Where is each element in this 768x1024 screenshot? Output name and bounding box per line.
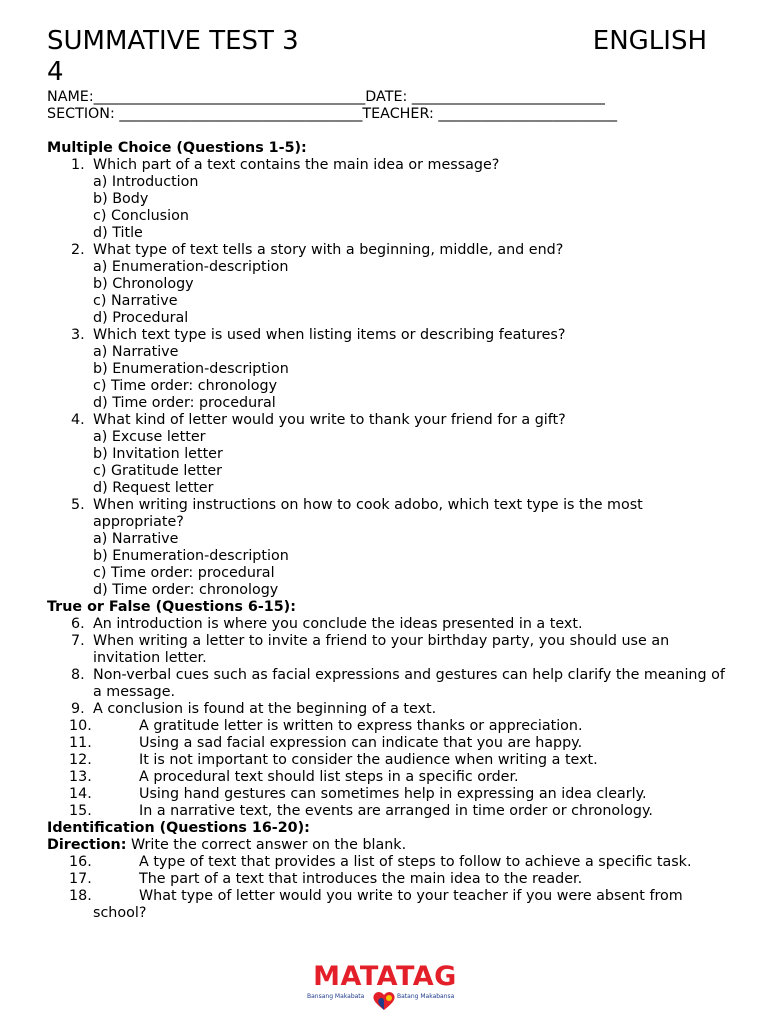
question-number-text: 4. <box>71 412 85 428</box>
test-content <box>47 140 727 922</box>
question-item <box>47 242 727 259</box>
statement-text: In a narrative text, the events are arranged in time order or chronology. <box>139 803 653 819</box>
true-false-list <box>47 616 727 820</box>
statement-item <box>47 803 727 820</box>
answer-option: a) Excuse letter <box>93 429 206 445</box>
statement-number <box>47 616 93 633</box>
statement-item <box>47 616 727 633</box>
heart-hands-icon <box>371 989 397 1011</box>
question-number <box>47 497 93 531</box>
statement-number-text: 7. <box>71 633 85 649</box>
question-number <box>47 412 93 429</box>
answer-option: c) Narrative <box>93 293 178 309</box>
statement-number: 14. <box>69 786 92 802</box>
statement-number: 13. <box>69 769 92 785</box>
question-text: Which part of a text contains the main idea or message? <box>93 157 500 173</box>
answer-option: b) Enumeration-description <box>93 548 289 564</box>
identification-number: 16. <box>69 854 92 870</box>
statement-text: A gratitude letter is written to express thanks or appreciation. <box>139 718 583 734</box>
answer-option: a) Narrative <box>93 344 179 360</box>
section-heading-true-false: True or False (Questions 6-15): <box>47 599 296 615</box>
statement-item <box>47 786 727 803</box>
question-item <box>47 497 727 531</box>
answer-option: c) Gratitude letter <box>93 463 223 479</box>
question-text: Which text type is used when listing items or describing features? <box>93 327 566 343</box>
identification-item <box>47 871 727 888</box>
statement-number-text: 6. <box>71 616 85 632</box>
matatag-logo <box>305 962 465 1012</box>
question-text: What type of text tells a story with a beginning, middle, and end? <box>93 242 564 258</box>
answer-option: a) Enumeration-description <box>93 259 289 275</box>
statement-number: 11. <box>69 735 92 751</box>
section-heading-identification: Identification (Questions 16-20): <box>47 820 310 836</box>
statement-item <box>47 769 727 786</box>
statement-item <box>47 701 727 718</box>
direction-line <box>47 837 727 854</box>
logo-tagline-right: Batang Makabansa <box>397 993 455 1000</box>
answer-option: d) Procedural <box>93 310 189 326</box>
statement-number <box>47 701 93 718</box>
subject-title: ENGLISH <box>592 26 707 56</box>
question-number-text: 5. <box>71 497 85 513</box>
answer-option: b) Body <box>93 191 149 207</box>
statement-number-text: 8. <box>71 667 85 683</box>
question-text: When writing instructions on how to cook adobo, which text type is the most appropriate? <box>93 497 643 530</box>
identification-number: 18. <box>69 888 92 904</box>
answer-option: c) Conclusion <box>93 208 189 224</box>
answer-option: d) Request letter <box>93 480 214 496</box>
section-teacher-line: SECTION: __________________________________TEACHER: _________________________ <box>47 106 618 122</box>
question-number <box>47 242 93 259</box>
multiple-choice-list <box>47 157 727 599</box>
identification-text: The part of a text that introduces the main idea to the reader. <box>139 871 583 887</box>
answer-option: c) Time order: chronology <box>93 378 278 394</box>
statement-text: Using hand gestures can sometimes help in expressing an idea clearly. <box>139 786 647 802</box>
statement-number: 10. <box>69 718 92 734</box>
section-heading-multiple-choice: Multiple Choice (Questions 1-5): <box>47 140 307 156</box>
question-number-text: 3. <box>71 327 85 343</box>
answer-option: b) Chronology <box>93 276 194 292</box>
question-text: What kind of letter would you write to thank your friend for a gift? <box>93 412 566 428</box>
statement-text: It is not important to consider the audience when writing a text. <box>139 752 598 768</box>
logo-wordmark: MATATAG <box>313 961 457 992</box>
statement-text: An introduction is where you conclude the ideas presented in a text. <box>93 616 583 632</box>
statement-item <box>47 667 727 701</box>
answer-option: b) Enumeration-description <box>93 361 289 377</box>
question-item <box>47 412 727 429</box>
answer-option: a) Narrative <box>93 531 179 547</box>
identification-number: 17. <box>69 871 92 887</box>
statement-number <box>47 667 93 701</box>
direction-text: Write the correct answer on the blank. <box>126 837 407 853</box>
statement-number <box>47 633 93 667</box>
question-number-text: 2. <box>71 242 85 258</box>
title-row <box>47 26 707 90</box>
question-number <box>47 327 93 344</box>
statement-text: A procedural text should list steps in a specific order. <box>139 769 519 785</box>
question-number-text: 1. <box>71 157 85 173</box>
answer-option: a) Introduction <box>93 174 199 190</box>
name-date-line: NAME:______________________________________DATE: ___________________________ <box>47 89 605 105</box>
question-item <box>47 157 727 174</box>
direction-label: Direction: <box>47 837 127 853</box>
question-number <box>47 157 93 174</box>
statement-text: Non-verbal cues such as facial expressions and gestures can help clarify the meaning of a message. <box>93 667 725 700</box>
answer-option: d) Title <box>93 225 143 241</box>
statement-item <box>47 633 727 667</box>
statement-text: When writing a letter to invite a friend to your birthday party, you should use an invitation letter. <box>93 633 670 666</box>
statement-number-text: 9. <box>71 701 85 717</box>
answer-option: d) Time order: procedural <box>93 395 276 411</box>
identification-list <box>47 854 727 922</box>
statement-item <box>47 752 727 769</box>
answer-option: c) Time order: procedural <box>93 565 275 581</box>
identification-item <box>47 854 727 871</box>
identification-text: A type of text that provides a list of steps to follow to achieve a specific task. <box>139 854 692 870</box>
statement-item <box>47 735 727 752</box>
statement-item <box>47 718 727 735</box>
question-item <box>47 327 727 344</box>
statement-number: 15. <box>69 803 92 819</box>
identification-item <box>47 888 727 922</box>
statement-number: 12. <box>69 752 92 768</box>
answer-option: b) Invitation letter <box>93 446 223 462</box>
answer-option: d) Time order: chronology <box>93 582 279 598</box>
identification-text: What type of letter would you write to your teacher if you were absent from school? <box>93 888 683 921</box>
statement-text: Using a sad facial expression can indicate that you are happy. <box>139 735 583 751</box>
statement-text: A conclusion is found at the beginning of a text. <box>93 701 437 717</box>
test-title: SUMMATIVE TEST 3 4 <box>47 26 299 87</box>
logo-tagline-left: Bansang Makabata <box>307 993 365 1000</box>
